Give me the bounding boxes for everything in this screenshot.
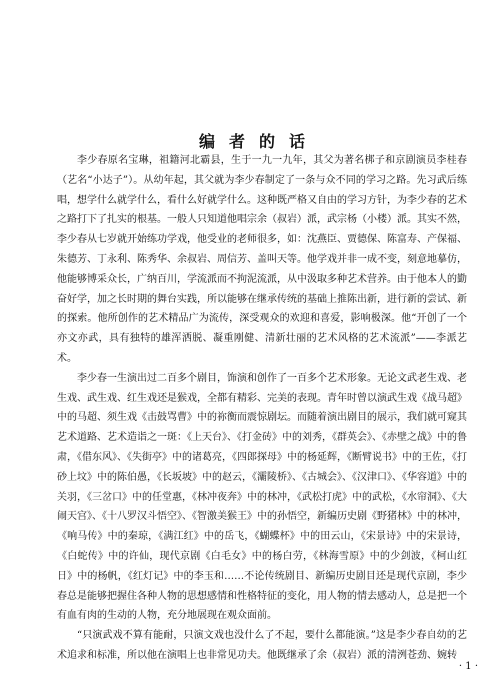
page-number: · 1 · [458, 661, 478, 672]
body-text [57, 151, 467, 666]
paragraph: 李少春原名宝琳，祖籍河北霸县，生于一九一九年，其父为著名梆子和京剧演员李桂春（艺名“小达子”）。从幼年起，其父就为李少春制定了一条与众不同的学习之路。先习武后练唱，想学什么就学什么，看什么好就学什么。这种既严格又自由的学习方针，为李少春的艺术之路打下了扎实的根基。一般人只知道他唱宗余（叔岩）派，武宗杨（小楼）派。其实不然，李少春从七岁就开始练功学戏，他受业的老师很多，如：沈燕臣、贾德保、陈富寿、产保福、朱德芳、丁永利、陈秀华、余叔岩、周信芳、盖叫天等。他学戏并非一成不变，刻意地摹仿，他能够博采众长，广纳百川，学流派而不拘泥流派，从中汲取多种艺术营养。由于他本人的勤奋好学，加之长时期的舞台实践，所以能够在继承传统的基础上推陈出新，进行新的尝试、新的探索。他所创作的艺术精品广为流传，深受观众的欢迎和喜爱，影响极深。他“开创了一个亦文亦武，具有独特的雄浑洒脱、凝重刚健、清新壮丽的艺术风格的艺术流派”——李派艺术。 [57, 155, 467, 364]
paragraph: 李少春一生演出过二百多个剧目，饰演和创作了一百多个艺术形象。无论文武老生戏、老生戏、武生戏、红生戏还是猴戏，全都有精彩、完美的表现。青年时曾以演武生戏《战马超》中的马超、须生戏《击鼓骂曹》中的祢衡而震惊剧坛。而随着演出剧目的展示，我们就可窥其艺术道路、艺术造诣之一斑：《上天台》、《打金砖》中的刘秀，《群英会》、《赤壁之战》中的鲁肃，《借东风》、《失街亭》中的诸葛亮，《四郎探母》中的杨延辉，《断臂说书》中的王佐，《打砂上坟》中的陈伯愚，《长坂坡》中的赵云，《灞陵桥》、《古城会》、《汉津口》、《华容道》中的关羽，《三岔口》中的任堂惠，《林冲夜奔》中的林冲，《武松打虎》中的武松，《水帘洞》、《大闹天宫》、《十八罗汉斗悟空》、《智激美猴王》中的孙悟空，新编历史剧《野猪林》中的林冲，《响马传》中的秦琼，《满江红》中的岳飞，《蝴蝶杯》中的田云山，《宋景诗》中的宋景诗，《白蛇传》中的许仙，现代京剧《白毛女》中的杨白劳，《林海雪原》中的少剑波，《柯山红日》中的杨帆，《红灯记》中的李玉和……不论传统剧目、新编历史剧目还是现代京剧，李少春总是能够把握住各种人物的思想感情和性格特征的变化，用人物的情去感动人，总是把一个有血有肉的生动的人物，充分地展现在观众面前。 [57, 372, 467, 622]
paragraph: “只演武戏不算有能耐，只演文戏也没什么了不起，要什么都能演。”这是李少春自幼的艺术追求和标准，所以他在演唱上也非常见功夫。他既继承了余（叔岩）派的清洌苍劲、婉转 [57, 630, 467, 661]
page-title: 编者的话 [198, 131, 319, 151]
